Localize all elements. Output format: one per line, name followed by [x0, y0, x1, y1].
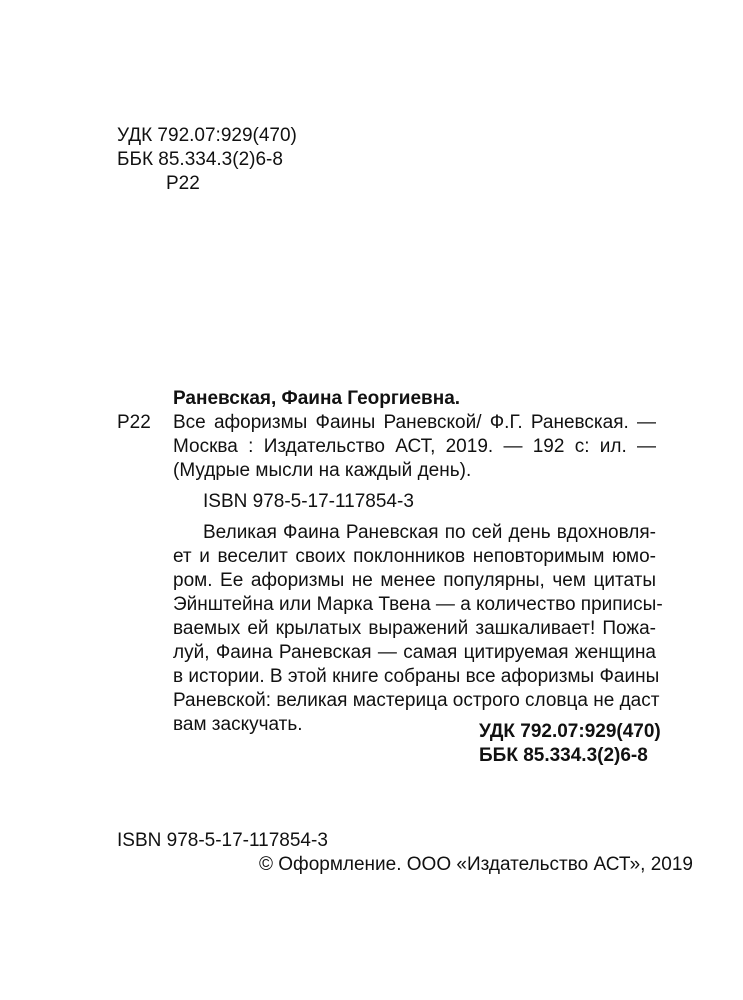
footer-isbn: ISBN 978-5-17-117854-3	[117, 830, 328, 851]
description-line: Все афоризмы Фаины Раневской/ Ф.Г. Раневская. —	[173, 412, 656, 433]
record-udk-code: УДК 792.07:929(470)	[479, 721, 661, 742]
annotation-line: Эйнштейна или Марка Твена — а количество приписы-	[173, 594, 663, 615]
bbk-code: ББК 85.334.3(2)6-8	[117, 149, 283, 170]
annotation-line: Великая Фаина Раневская по сей день вдохновля-	[203, 522, 656, 543]
author-mark: Р22	[166, 173, 200, 194]
annotation-line: вам заскучать.	[173, 714, 303, 735]
annotation-line: Раневской: великая мастерица острого словца не даст	[173, 690, 660, 711]
record-bbk-code: ББК 85.334.3(2)6-8	[479, 745, 648, 766]
copyright-notice: © Оформление. ООО «Издательство АСТ», 2019	[259, 854, 693, 875]
annotation-line: ваемых ей крылатых выражений зашкаливает! Пожа-	[173, 618, 656, 639]
description-line: (Мудрые мысли на каждый день).	[173, 460, 472, 481]
annotation-line: в истории. В этой книге собраны все афоризмы Фаины	[173, 666, 660, 687]
author-heading: Раневская, Фаина Георгиевна.	[173, 388, 461, 409]
udk-code: УДК 792.07:929(470)	[117, 125, 297, 146]
description-line: Москва : Издательство АСТ, 2019. — 192 с: ил. —	[173, 436, 656, 457]
annotation-line: луй, Фаина Раневская — самая цитируемая женщина	[173, 642, 656, 663]
annotation-line: ет и веселит своих поклонников неповторимым юмо-	[173, 546, 656, 567]
annotation-line: ром. Ее афоризмы не менее популярны, чем цитаты	[173, 570, 656, 591]
record-author-mark: Р22	[117, 412, 151, 433]
record-isbn: ISBN 978-5-17-117854-3	[203, 491, 414, 512]
